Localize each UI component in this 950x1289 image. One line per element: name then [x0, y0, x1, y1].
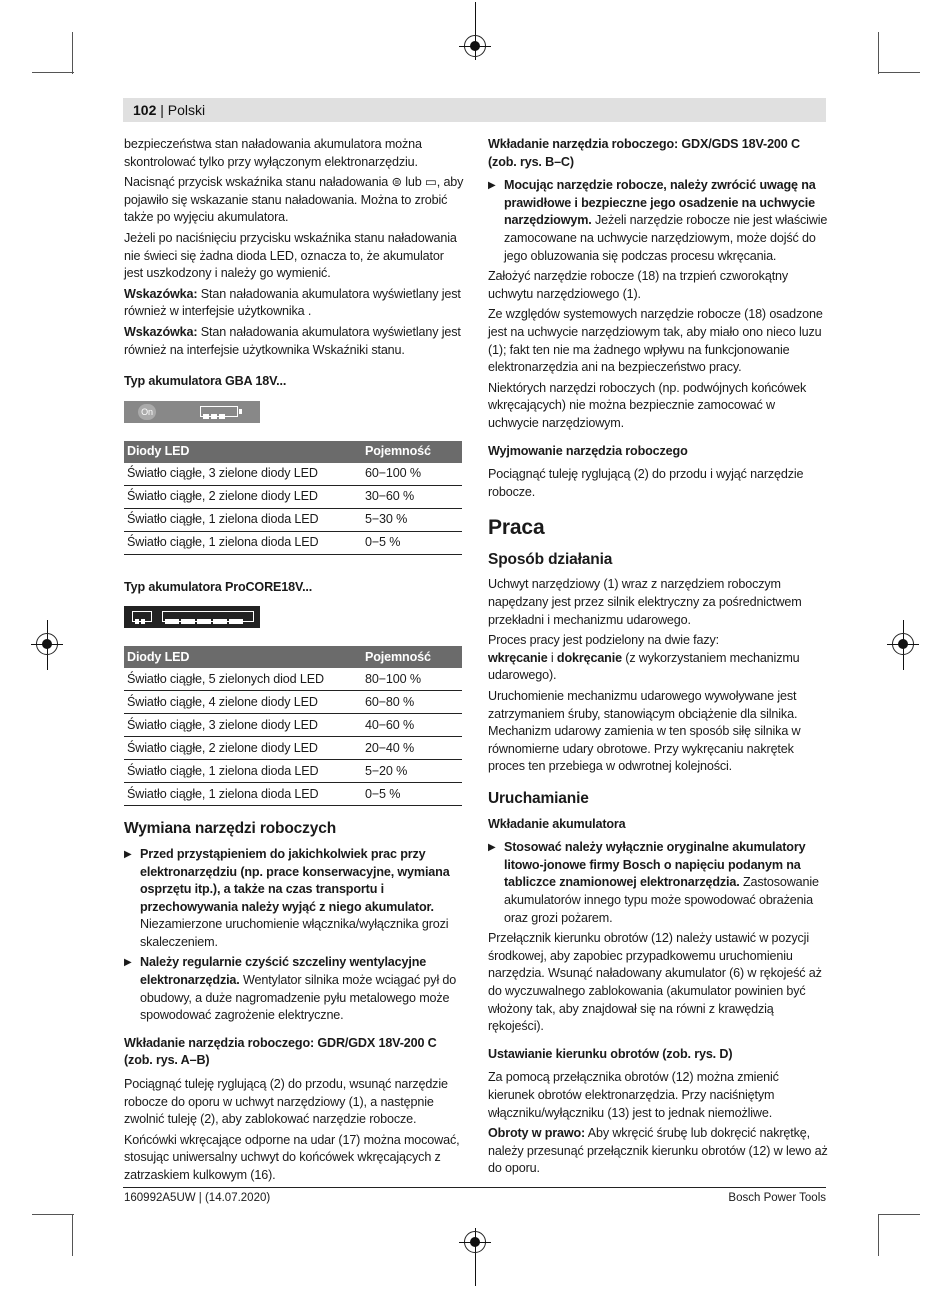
subsection-heading: Wkładanie akumulatora [488, 816, 626, 831]
right-column [488, 136, 828, 1181]
subsection-heading: Wkładanie narzędzia roboczego: GDR/GDX 18V-200 C (zob. rys. A–B) [124, 1035, 437, 1068]
paragraph: Uchwyt narzędziowy (1) wraz z narzędziem roboczym napędzany jest przez silnik elektryczny za pośrednictwem przekładni i mechanizmu udarowego. [488, 577, 802, 627]
gba-indicator-image [124, 401, 260, 423]
procore-heading: Typ akumulatora ProCORE18V... [124, 579, 313, 594]
procore-indicator-image [124, 606, 260, 628]
paragraph: Jeżeli po naciśnięciu przycisku wskaźnika stanu naładowania nie świeci się żadna dioda LED, oznacza to, że akumulator jest uszkodzony i należy go wymienić. [124, 230, 457, 281]
chapter-heading: Praca [488, 516, 545, 540]
registration-mark-icon [892, 633, 914, 655]
registration-mark-icon [36, 633, 58, 655]
crop-mark [72, 1214, 73, 1256]
paragraph: Nacisnąć przycisk wskaźnika stanu naładowania ⊜ lub ▭, aby pojawiło się wskazanie stanu naładowania. Można to zrobić także po wyjęciu akumulatora. [124, 175, 464, 225]
table-row: Światło ciągłe, 1 zielona dioda LED 5−30 % [124, 508, 462, 531]
table-header: Pojemność [362, 646, 462, 668]
led-table-gba [124, 441, 462, 555]
crop-mark [32, 1214, 74, 1215]
table-row: Światło ciągłe, 2 zielone diody LED 30−60 % [124, 485, 462, 508]
paragraph: Ze względów systemowych narzędzie robocze (18) osadzone jest na uchwycie narzędziowym tak, aby miało ono nieco luzu (1); fakt ten nie ma żadnego wpływu na funkcjonowanie elektronarzędzia ani na bezpieczeństwo pracy. [488, 307, 823, 375]
battery-level-icon [162, 611, 254, 622]
paragraph: Przełącznik kierunku obrotów (12) należy ustawić w pozycji środkowej, aby zapobiec przypadkowemu uruchomieniu narzędzia. Wsunąć naładowany akumulator (6) w rękojeść aż do wyczuwalnego zablokowania (akumulator powinien być włożony tak, aby znajdował się na równi z krawędzią rękojeści). [488, 931, 822, 1034]
table-row: Światło ciągłe, 1 zielona dioda LED 5−20 % [124, 760, 462, 783]
page-language: Polski [167, 102, 206, 118]
section-heading: Sposób działania [488, 550, 613, 568]
table-row: Światło ciągłe, 2 zielone diody LED 20−40 % [124, 737, 462, 760]
warning-bullet: ▶ Należy regularnie czyścić szczeliny wentylacyjne elektronarzędzia. Wentylator silnika może wciągać pył do obudowy, a duże nagromadzenie pyłu metalowego może spowodować zagrożenie elektryczne. [124, 954, 464, 1024]
warning-bullet: ▶ Mocując narzędzie robocze, należy zwrócić uwagę na prawidłowe i bezpieczne jego osadzenie na uchwycie narzędziowym. Jeżeli narzędzie robocze nie jest właściwie zamocowane na uchwycie narzędziowym, może dojść do jego obluzowania się podczas procesu wkręcania. [488, 177, 828, 265]
registration-mark-icon [464, 1231, 486, 1253]
subsection-heading: Wkładanie narzędzia roboczego: GDX/GDS 18V-200 C (zob. rys. B–C) [488, 137, 800, 169]
paragraph: Pociągnąć tuleję ryglującą (2) do przodu, wsunąć narzędzie robocze do oporu w uchwyt narzędziowy (1), a następnie zwolnić tuleję (2), aby zablokować narzędzie robocze. [124, 1077, 448, 1127]
paragraph: wkręcanie i dokręcanie (z wykorzystaniem mechanizmu udarowego). [488, 650, 800, 683]
gba-heading: Typ akumulatora GBA 18V... [124, 374, 287, 389]
battery-level-icon [200, 406, 238, 417]
led-table-procore [124, 646, 462, 806]
paragraph: Obroty w prawo: Aby wkręcić śrubę lub dokręcić nakrętkę, należy przesunąć przełącznik kierunku obrotów (12) w lewo aż do oporu. [488, 1126, 828, 1176]
section-heading: Wymiana narzędzi roboczych [124, 820, 337, 838]
paragraph: Założyć narzędzie robocze (18) na trzpień czworokątny uchwytu narzędziowego (1). [488, 269, 789, 301]
paragraph: Niektórych narzędzi roboczych (np. podwójnych końcówek wkręcających) nie można bezpiecznie zamocować w uchwycie narzędziowym. [488, 380, 807, 430]
table-row: Światło ciągłe, 3 zielone diody LED 60−100 % [124, 463, 462, 486]
table-header: Diody LED [124, 646, 362, 668]
note: Wskazówka: Stan naładowania akumulatora wyświetlany jest również na interfejsie użytkownika Wskaźniki stanu. [124, 324, 461, 357]
paragraph: bezpieczeństwa stan naładowania akumulatora można skontrolować tylko przy wyłączonym elektronarzędziu. [124, 137, 422, 169]
table-header: Diody LED [124, 441, 362, 463]
crop-mark [878, 32, 879, 74]
table-header: Pojemność [362, 441, 462, 463]
battery-button-icon: ⊜ [391, 175, 402, 190]
paragraph: Uruchomienie mechanizmu udarowego wywoływane jest zatrzymaniem śruby, stanowiącym obciążenie dla silnika. Mechanizm udarowy zamienia w ten sposób siłę silnika w równomierne udary obrotowe. Przy wykręcaniu nakrętek proces ten przebiega w odwrotnej kolejności. [488, 689, 801, 774]
left-column [124, 136, 464, 1188]
crop-mark [878, 72, 920, 73]
crop-mark [878, 1214, 879, 1256]
paragraph: Za pomocą przełącznika obrotów (12) można zmienić kierunek obrotów elektronarzędzia. Przy naciśniętym włączniku/wyłączniku (13) jest to jednak niemożliwe. [488, 1070, 779, 1120]
crop-mark [878, 1214, 920, 1215]
footer-brand: Bosch Power Tools [728, 1192, 826, 1204]
table-row: Światło ciągłe, 1 zielona dioda LED 0−5 % [124, 531, 462, 554]
crop-mark [72, 32, 73, 74]
page-header: 102 | Polski [133, 102, 206, 118]
warning-bullet: ▶ Przed przystąpieniem do jakichkolwiek prac przy elektronarzędziu (np. prace konserwacyjne, wymiana osprzętu itp.), a także na czas transportu i przechowywania należy wyjąć z niego akumulator. Niezamierzone uruchomienie włącznika/wyłącznika grozi skaleczeniem. [124, 846, 464, 952]
registration-mark-icon [464, 35, 486, 57]
header-bar [123, 98, 826, 122]
paragraph: Końcówki wkręcające odporne na udar (17) można mocować, stosując uniwersalny uchwyt do końcówek wkręcających z zatrzaskiem kulkowym (16). [124, 1132, 460, 1182]
on-icon: On [138, 404, 156, 420]
table-row: Światło ciągłe, 3 zielone diody LED 40−60 % [124, 714, 462, 737]
battery-icon: ▭ [425, 175, 437, 190]
paragraph: Proces pracy jest podzielony na dwie fazy: [488, 633, 720, 648]
subsection-heading: Wyjmowanie narzędzia roboczego [488, 443, 688, 458]
section-heading: Uruchamianie [488, 790, 589, 807]
subsection-heading: Ustawianie kierunku obrotów (zob. rys. D) [488, 1046, 733, 1061]
footer-doc-id: 160992A5UW | (14.07.2020) [124, 1192, 271, 1204]
battery-icon [132, 611, 152, 622]
paragraph: Pociągnąć tuleję ryglującą (2) do przodu i wyjąć narzędzie robocze. [488, 467, 804, 499]
warning-bullet: ▶ Stosować należy wyłącznie oryginalne akumulatory litowo-jonowe firmy Bosch o napięciu podanym na tabliczce znamionowej elektronarzędzia. Zastosowanie akumulatorów innego typu może spowodować obrażenia oraz grozi pożarem. [488, 839, 828, 927]
page-number: 102 [133, 102, 157, 118]
footer-divider [123, 1187, 826, 1188]
note: Wskazówka: Stan naładowania akumulatora wyświetlany jest również w interfejsie użytkownika . [124, 286, 461, 319]
table-row: Światło ciągłe, 4 zielone diody LED 60−80 % [124, 691, 462, 714]
table-row: Światło ciągłe, 5 zielonych diod LED 80−100 % [124, 668, 462, 691]
table-row: Światło ciągłe, 1 zielona dioda LED 0−5 % [124, 783, 462, 806]
crop-mark [32, 72, 74, 73]
